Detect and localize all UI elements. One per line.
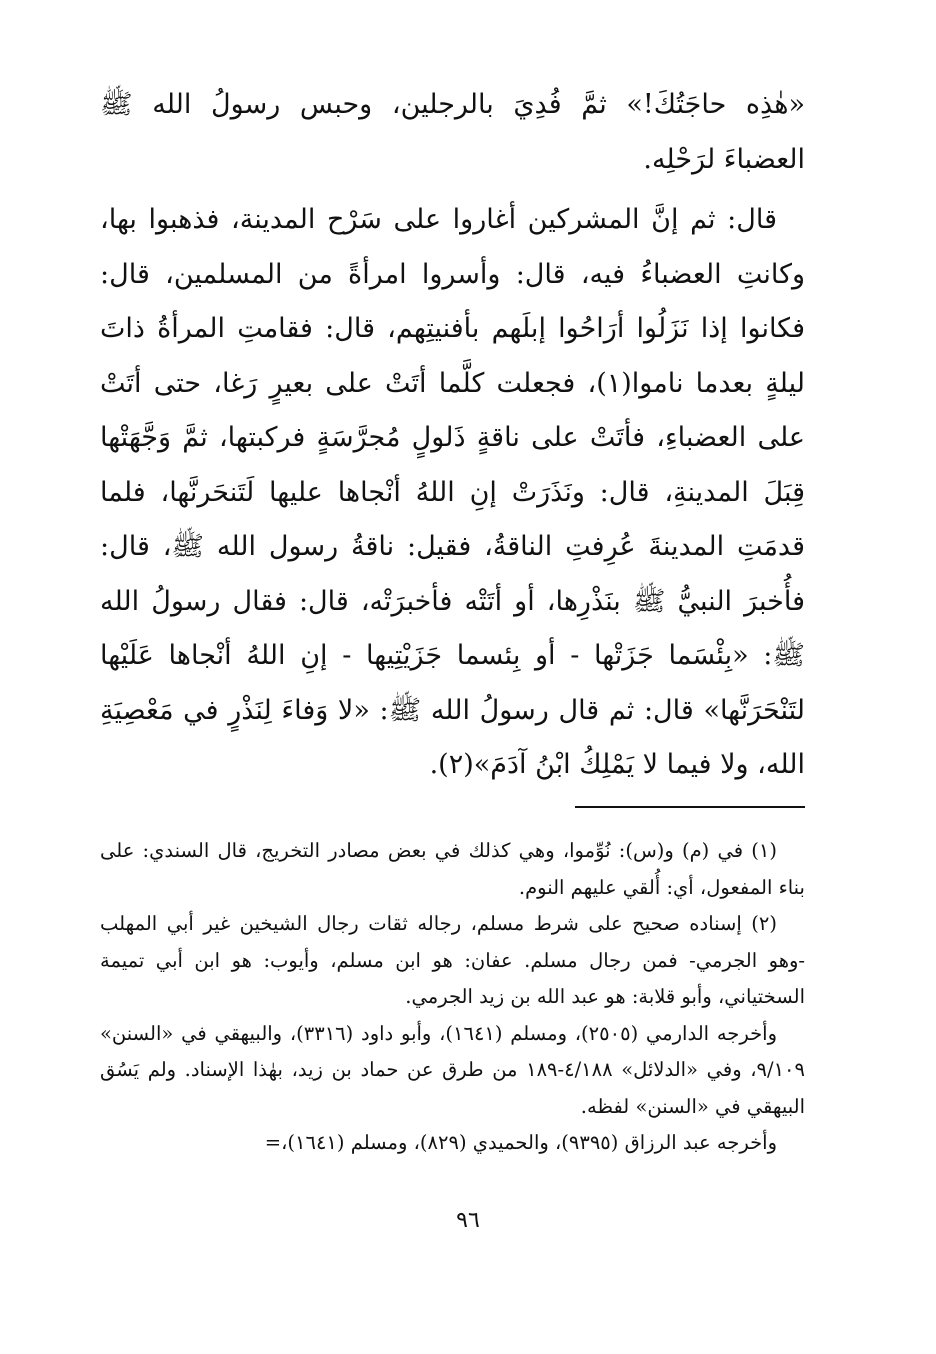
footnote-1: (١) في (م) و(س): نُوِّموا، وهي كذلك في بعض مصادر التخريج، قال السندي: على بناء المفعول، أي: أُلقي عليهم النوم. xyxy=(100,839,805,899)
footnote-2-continuation-2: وأخرجه عبد الرزاق (٩٣٩٥)، والحميدي (٨٢٩)، ومسلم (١٦٤١)،= xyxy=(264,1131,777,1154)
footnote-separator xyxy=(575,806,805,808)
main-paragraph-2: قال: ثم إنَّ المشركين أغاروا على سَرْح المدينة، فذهبوا بها، وكانتِ العضباءُ فيه، قال: وأسروا امرأةً من المسلمين، قال: فكانوا إذا نَزَلُوا أرَاحُوا إبلَهم بأفنيتِهم، قال: فقامتِ المرأةُ ذاتَ ليلةٍ بعدما ناموا(١)، فجعلت كلَّما أتَتْ على بعيرٍ رَغا، حتى أتَتْ على العضباءِ، فأتَتْ على ناقةٍ ذَلولٍ مُجرَّسَةٍ فركبتها، ثمَّ وَجَّهَتْها قِبَلَ المدينةِ، قال: ونَذَرَتْ إنِ اللهُ أنْجاها عليها لَتَنحَرنَّها، فلما قدمَتِ المدينةَ عُرِفتِ الناقةُ، فقيل: ناقةُ رسول الله ﷺ، قال: فأُخبرَ النبيُّ ﷺ بنَذْرِها، أو أتَتْه فأخبرَتْه، قال: فقال رسولُ الله ﷺ: «بِئْسَما جَزَتْها - أو بِئسما جَزَيْتِيها - إنِ اللهُ أنْجاها عَلَيْها لتَنْحَرَنَّها» قال: ثم قال رسولُ الله ﷺ: «لا وَفاءَ لِنَذْرٍ في مَعْصِيَةِ الله، ولا فيما لا يَمْلِكُ ابْنُ آدَمَ»(٢). xyxy=(100,204,805,780)
footnote-2-continuation: وأخرجه الدارمي (٢٥٠٥)، ومسلم (١٦٤١)، وأبو داود (٣٣١٦)، والبيهقي في «السنن» ٩/١٠٩، وفي «الدلائل» ٤/١٨٨-١٨٩ من طرق عن حماد بن زيد، بهٰذا الإسناد. ولم يَسُق البيهقي في «السنن» لفظه. xyxy=(100,1021,805,1118)
footnote-2: (٢) إسناده صحيح على شرط مسلم، رجاله ثقات رجال الشيخين غير أبي المهلب -وهو الجرمي- فمن رجال مسلم. عفان: هو ابن مسلم، وأيوب: هو ابن أبي تميمة السختياني، وأبو قلابة: هو عبد الله بن زيد الجرمي. xyxy=(100,912,805,1008)
main-paragraph-1: «هٰذِه حاجَتُكَ!» ثمَّ فُدِيَ بالرجلين، وحبس رسولُ الله ﷺ العضباءَ لرَحْلِه. xyxy=(100,89,805,175)
main-text xyxy=(100,78,805,793)
footnotes xyxy=(100,833,805,1162)
page-number: ٩٦ xyxy=(456,1208,480,1233)
